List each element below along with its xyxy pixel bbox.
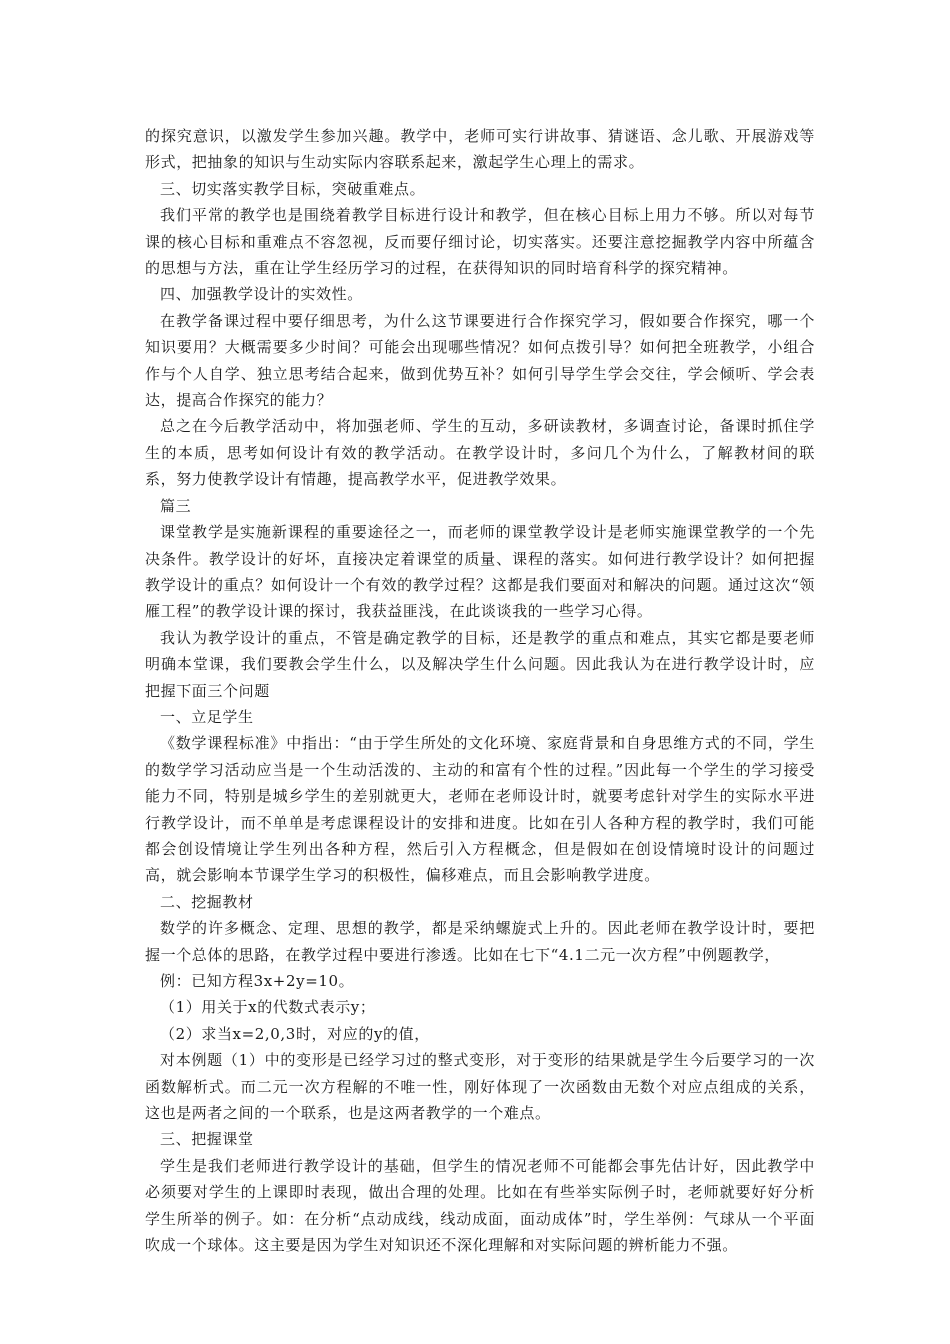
section-heading: 一、立足学生 [160,707,254,726]
paragraph-text: 总之在今后教学活动中，将加强老师、学生的互动，多研读教材，多调查讨论，备课时抓住学生的本质，思考如何设计有效的教学活动。在教学设计时，多问几个为什么，了解教材间的联系，努力使教学设计有情趣，提高教学水平，促进教学效果。 [145,417,815,489]
section-heading: 三、把握课堂 [160,1130,254,1149]
paragraph-text: 《数学课程标准》中指出：“由于学生所处的文化环境、家庭背景和自身思维方式的不同，学生的数学学习活动应当是一个生动活泼的、主动的和富有个性的过程。”因此每一个学生的学习接受能力不同，特别是城乡学生的差别就更大，老师在老师设计时，就要考虑针对学生的实际水平进行教学设计，而不单单是考虑课程设计的安排和进度。比如在引人各种方程的教学时，我们可能都会创设情境让学生列出各种方程，然后引入方程概念，但是假如在创设情境时设计的问题过高，就会影响本节课学生学习的积极性，偏移难点，而且会影响教学进度。 [145,734,815,885]
section-heading: 三、切实落实教学目标，突破重难点。 [160,179,426,198]
paragraph-text: 在教学备课过程中要仔细思考，为什么这节课要进行合作探究学习，假如要合作探究，哪一个知识要用？大概需要多少时间？可能会出现哪些情况？如何点拨引导？如何把全班教学，小组合作与个人自学、独立思考结合起来，做到优势互补？如何引导学生学会交往，学会倾听、学会表达，提高合作探究的能力？ [145,311,815,410]
paragraph-text: 的探究意识，以激发学生参加兴趣。教学中，老师可实行讲故事、猜谜语、念儿歌、开展游戏等形式，把抽象的知识与生动实际内容联系起来，激起学生心理上的需求。 [145,127,815,172]
paragraph-text: 课堂教学是实施新课程的重要途径之一，而老师的课堂教学设计是老师实施课堂教学的一个先决条件。教学设计的好坏，直接决定着课堂的质量、课程的落实。如何进行教学设计？如何把握教学设计的重点？如何设计一个有效的教学过程？这都是我们要面对和解决的问题。通过这次“领雁工程”的教学设计课的探讨，我获益匪浅，在此谈谈我的一些学习心得。 [145,523,815,621]
example-line: 例：已知方程3x+2y=10。 [160,972,355,990]
example-line: （1）用关于x的代数式表示y； [160,998,376,1017]
paragraph-text: 学生是我们老师进行教学设计的基础，但学生的情况老师不可能都会事先估计好，因此教学中必须要对学生的上课即时表现，做出合理的处理。比如在有些举实际例子时，老师就要好好分析学生所举的例子。如：在分析“点动成线，线动成面，面动成体”时，学生举例：气球从一个平面吹成一个球体。这主要是因为学生对知识还不深化理解和对实际问题的辨析能力不强。 [145,1156,815,1255]
document-page [145,123,815,1258]
section-heading: 四、加强教学设计的实效性。 [160,285,363,304]
paragraph-text: 我们平常的教学也是围绕着教学目标进行设计和教学，但在核心目标上用力不够。所以对每节课的核心目标和重难点不容忽视，反而要仔细讨论，切实落实。还要注意挖掘教学内容中所蕴含的思想与方法，重在让学生经历学习的过程，在获得知识的同时培育科学的探究精神。 [145,206,815,278]
paragraph-text: 我认为教学设计的重点，不管是确定教学的目标，还是教学的重点和难点，其实它都是要老师明确本堂课，我们要教会学生什么，以及解决学生什么问题。因此我认为在进行教学设计时，应把握下面三个问题 [145,628,815,700]
paragraph-text: 数学的许多概念、定理、思想的教学，都是采纳螺旋式上升的。因此老师在教学设计时，要把握一个总体的思路，在教学过程中要进行渗透。比如在七下“4.1二元一次方程”中例题教学， [145,919,815,964]
example-line: （2）求当x=2,0,3时，对应的y的值， [160,1024,430,1043]
paragraph-text: 对本例题（1）中的变形是已经学习过的整式变形，对于变形的结果就是学生今后要学习的一次函数解析式。而二元一次方程解的不唯一性，刚好体现了一次函数由无数个对应点组成的关系，这也是两者之间的一个联系，也是这两者教学的一个难点。 [145,1051,815,1123]
section-heading: 二、挖掘教材 [160,892,254,911]
section-heading: 篇三 [160,496,192,515]
